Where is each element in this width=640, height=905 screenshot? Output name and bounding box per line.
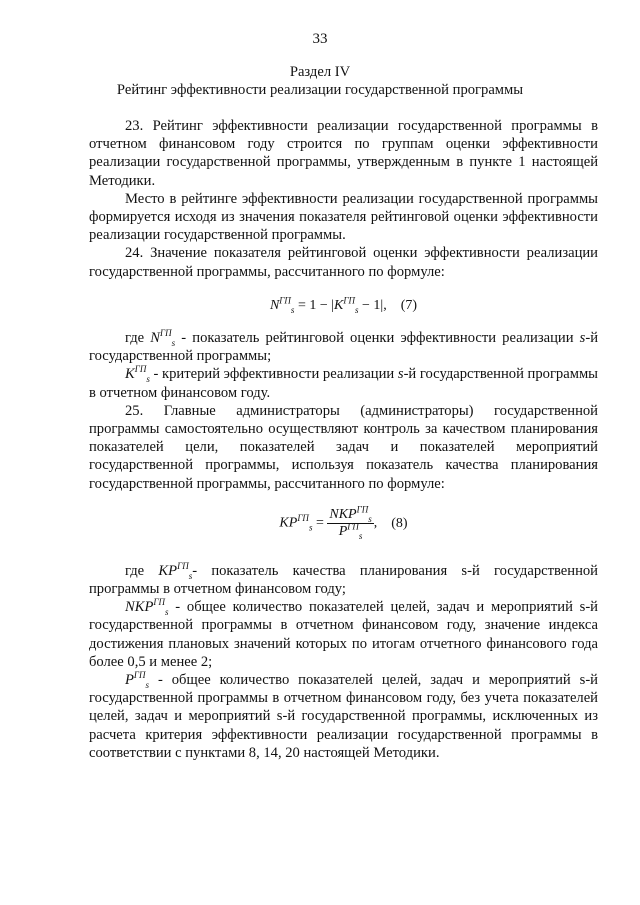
- formula-8-fraction: $\frac{NKP^{ГП}_s}{P^{ГП}_s}$: [329, 504, 372, 541]
- where-n-definition: где $N^{ГП}_s$ - показатель рейтинговой оценки эффективности реализации s-й государственной программы;: [89, 328, 598, 365]
- formula-8-number: (8): [391, 515, 408, 531]
- section-label: Раздел IV: [289, 64, 351, 80]
- paragraph-23: 23. Рейтинг эффективности реализации государственной программы в отчетном финансовом году строится по группам оценки эффективности реализации государственной программы, утвержденным в пункте 1 настоящей Методики.: [89, 118, 598, 189]
- section-title: Рейтинг эффективности реализации государственной программы: [116, 82, 524, 98]
- page-number: 33: [312, 31, 328, 47]
- paragraph-24: 24. Значение показателя рейтинговой оценки эффективности реализации государственной программы, рассчитанного по формуле:: [89, 245, 598, 280]
- where-k-definition: $K^{ГП}_s$ - критерий эффективности реализации s-й государственной программы в отчетном финансовом году.: [89, 364, 598, 401]
- where-kp-definition: где $KP^{ГП}_s-$ показатель качества планирования s-й государственной программы в отчетном финансовом году;: [89, 561, 598, 598]
- where-nkp-definition: $NKP^{ГП}_s$ - общее количество показателей целей, задач и мероприятий s-й государственной программы в отчетном финансовом году, значение индекса достижения плановых значений которых по итогам отчетного финансового года более 0,5 и менее 2;: [89, 597, 598, 670]
- where-p-definition: $P^{ГП}_s$ - общее количество показателей целей, задач и мероприятий s-й государственной программы в отчетном финансовом году, без учета показателей целей, задач и мероприятий s-й государственной программы, исключенных из расчета критерия эффективности реализации государственной программы в соответствии с пунктами 8, 14, 20 настоящей Методики.: [89, 670, 598, 761]
- document-body: [89, 117, 598, 762]
- formula-7: $N^{ГП}_s = 1 - |K^{ГП}_s - 1|$, (7): [269, 295, 418, 315]
- formula-8: $KP^{ГП}_s$ = $\frac{NKP^{ГП}_s}{P^{ГП}_s}$ , (8): [279, 504, 408, 541]
- paragraph-23-place: Место в рейтинге эффективности реализации государственной программы формируется исходя из значения показателя рейтинговой оценки эффективности реализации государственной программы.: [89, 190, 598, 244]
- paragraph-25: 25. Главные администраторы (администраторы) государственной программы самостоятельно осуществляют контроль за качеством планирования показателей цели, показателей задач и показателей мероприятий государственной программы, используя показатель качества планирования государственной программы, рассчитанного по формуле:: [89, 402, 598, 492]
- formula-7-number: (7): [400, 297, 418, 313]
